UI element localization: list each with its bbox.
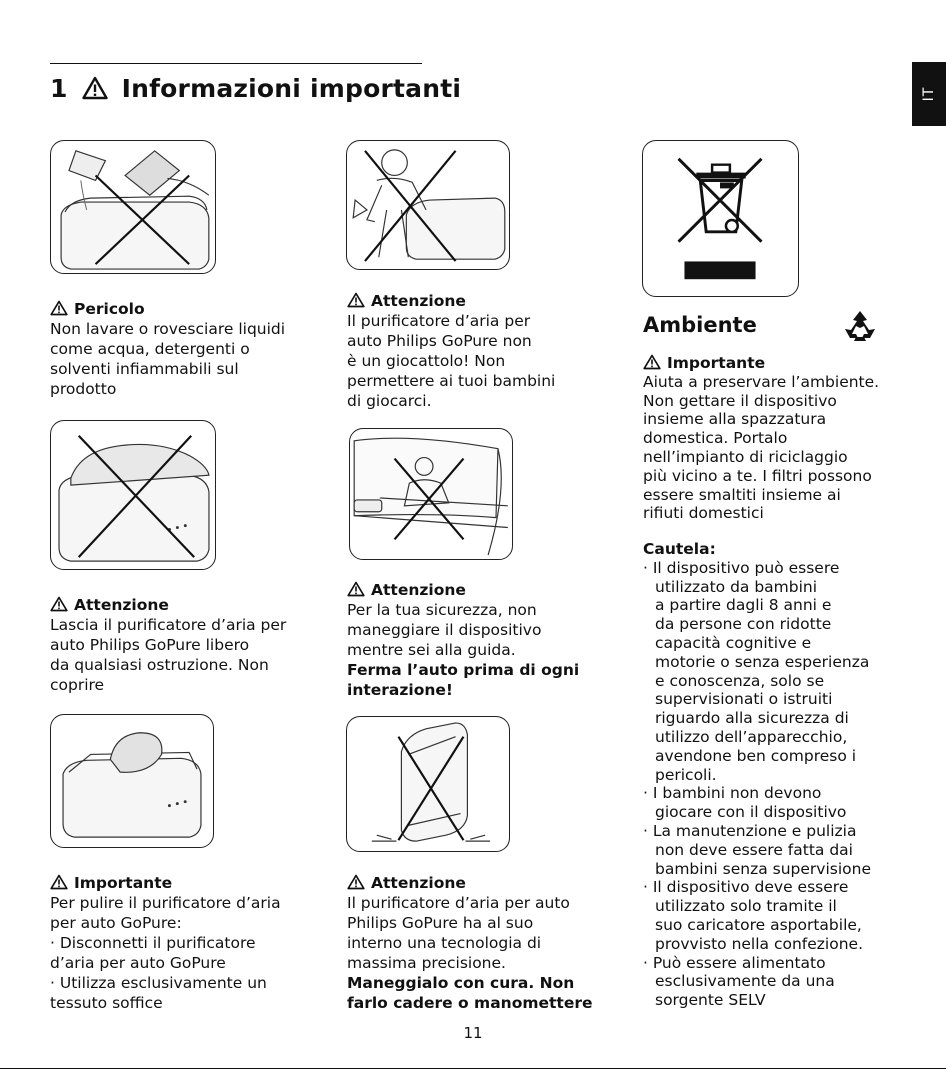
language-tab-label: IT <box>921 86 937 102</box>
text-line: Il purificatore d’aria per <box>347 312 531 330</box>
heading-text: Attenzione <box>371 581 466 599</box>
text-pericolo <box>50 299 285 399</box>
text-line: coprire <box>50 676 105 694</box>
text-line: capacità cognitive e <box>655 633 812 652</box>
text-line: non deve essere fatta dai <box>655 840 853 859</box>
text-line: maneggiare il dispositivo <box>347 621 542 639</box>
text-line: auto Philips GoPure libero <box>50 636 250 654</box>
footer-rule <box>0 1068 946 1069</box>
text-line: Il purificatore d’aria per auto <box>347 894 570 912</box>
bold-line: Ferma l’auto prima di ogni <box>347 661 580 679</box>
section-title-text: Informazioni importanti <box>121 74 462 103</box>
list-item: · Il dispositivo può essere <box>643 558 840 577</box>
text-importante-pulizia <box>50 873 281 1013</box>
warning-icon <box>643 354 661 370</box>
warning-icon <box>82 76 108 100</box>
recycle-icon <box>842 308 878 344</box>
list-item: · Può essere alimentato <box>643 953 826 972</box>
heading-attenzione <box>50 595 286 615</box>
heading-attenzione <box>347 291 555 311</box>
heading-pericolo <box>50 299 285 319</box>
illustration-no-drop <box>346 716 510 852</box>
heading-text: Importante <box>74 874 173 892</box>
illustration-not-a-toy <box>346 140 510 270</box>
illustration-soft-cloth <box>50 714 214 848</box>
text-line: Aiuta a preservare l’ambiente. <box>643 372 880 391</box>
heading-cautela: Cautela: <box>643 540 716 558</box>
heading-attenzione <box>347 580 579 600</box>
text-line: essere smaltiti insieme ai <box>643 485 841 504</box>
section-title <box>50 74 461 103</box>
text-line: riguardo alla sicurezza di <box>655 709 849 728</box>
text-line: sorgente SELV <box>655 991 766 1010</box>
text-line: tessuto soffice <box>50 994 163 1012</box>
heading-text: Pericolo <box>74 300 145 318</box>
heading-attenzione <box>347 873 593 893</box>
text-attenzione-precisione <box>347 873 593 1013</box>
text-line: · Utilizza esclusivamente un <box>50 974 267 992</box>
text-line: Non gettare il dispositivo <box>643 391 837 410</box>
warning-icon <box>50 596 68 612</box>
text-line: da qualsiasi ostruzione. Non <box>50 656 269 674</box>
text-importante-ambiente <box>643 354 879 523</box>
text-line: permettere ai tuoi bambini <box>347 372 556 390</box>
heading-text: Attenzione <box>371 874 466 892</box>
warning-icon <box>50 874 68 890</box>
text-line: avendone ben compreso i <box>655 746 857 765</box>
language-tab <box>912 62 946 126</box>
text-line: nell’impianto di riciclaggio <box>643 447 848 466</box>
text-line: mentre sei alla guida. <box>347 641 516 659</box>
text-line: Per pulire il purificatore d’aria <box>50 894 281 912</box>
text-line: Per la tua sicurezza, non <box>347 601 537 619</box>
text-attenzione-giocattolo <box>347 291 555 411</box>
text-line: suo caricatore asportabile, <box>655 915 862 934</box>
text-line: esclusivamente da una <box>655 972 835 991</box>
text-line: come acqua, detergenti o <box>50 340 250 358</box>
text-attenzione-guida <box>347 580 579 700</box>
weee-bin-illustration <box>642 140 799 297</box>
text-line: di giocarci. <box>347 392 432 410</box>
text-line: giocare con il dispositivo <box>655 803 847 822</box>
ambiente-title: Ambiente <box>643 313 757 337</box>
text-line: domestica. Portalo <box>643 429 788 448</box>
illustration-no-liquids <box>50 140 216 274</box>
crossed-bin-icon <box>643 141 798 296</box>
text-line: più vicino a te. I filtri possono <box>643 466 872 485</box>
text-line: utilizzato solo tramite il <box>655 897 837 916</box>
heading-text: Attenzione <box>371 292 466 310</box>
text-line: da persone con ridotte <box>655 615 832 634</box>
text-line: bambini senza supervisione <box>655 859 871 878</box>
warning-icon <box>347 581 365 597</box>
text-attenzione-ostruzione <box>50 595 286 695</box>
text-line: rifiuti domestici <box>643 504 764 523</box>
bold-line: farlo cadere o manomettere <box>347 994 593 1012</box>
heading-importante <box>50 873 281 893</box>
illustration-no-use-while-driving <box>349 428 513 560</box>
heading-importante <box>643 354 879 373</box>
bold-line: Maneggialo con cura. Non <box>347 974 575 992</box>
text-line: Philips GoPure ha al suo <box>347 914 534 932</box>
text-line: d’aria per auto GoPure <box>50 954 226 972</box>
text-line: prodotto <box>50 380 117 398</box>
warning-icon <box>347 874 365 890</box>
text-line: utilizzo dell’apparecchio, <box>655 727 848 746</box>
list-item: · Il dispositivo deve essere <box>643 878 849 897</box>
text-line: provvisto nella confezione. <box>655 934 864 953</box>
text-line: interno una tecnologia di <box>347 934 542 952</box>
warning-icon <box>50 300 68 316</box>
text-line: · Disconnetti il purificatore <box>50 934 256 952</box>
text-line: Lascia il purificatore d’aria per <box>50 616 287 634</box>
heading-text: Attenzione <box>74 596 169 614</box>
text-line: insieme alla spazzatura <box>643 410 827 429</box>
bold-line: interazione! <box>347 681 453 699</box>
text-line: a partire dagli 8 anni e <box>655 596 832 615</box>
list-item: · La manutenzione e pulizia <box>643 821 857 840</box>
text-line: pericoli. <box>655 765 717 784</box>
text-line: è un giocattolo! Non <box>347 352 506 370</box>
text-line: massima precisione. <box>347 954 506 972</box>
section-number: 1 <box>50 74 68 103</box>
illustration-no-cover <box>50 420 216 570</box>
text-line: solventi infiammabili sul <box>50 360 239 378</box>
header-rule <box>50 63 422 64</box>
text-line: motorie o senza esperienza <box>655 652 870 671</box>
text-line: auto Philips GoPure non <box>347 332 532 350</box>
list-item: · I bambini non devono <box>643 784 822 803</box>
page-number: 11 <box>463 1024 483 1042</box>
heading-text: Importante <box>667 354 766 372</box>
text-cautela <box>643 540 871 1010</box>
text-line: e conoscenza, solo se <box>655 671 825 690</box>
text-line: supervisionati o istruiti <box>655 690 833 709</box>
text-line: utilizzato da bambini <box>655 577 818 596</box>
warning-icon <box>347 292 365 308</box>
text-line: Non lavare o rovesciare liquidi <box>50 320 286 338</box>
text-line: per auto GoPure: <box>50 914 182 932</box>
